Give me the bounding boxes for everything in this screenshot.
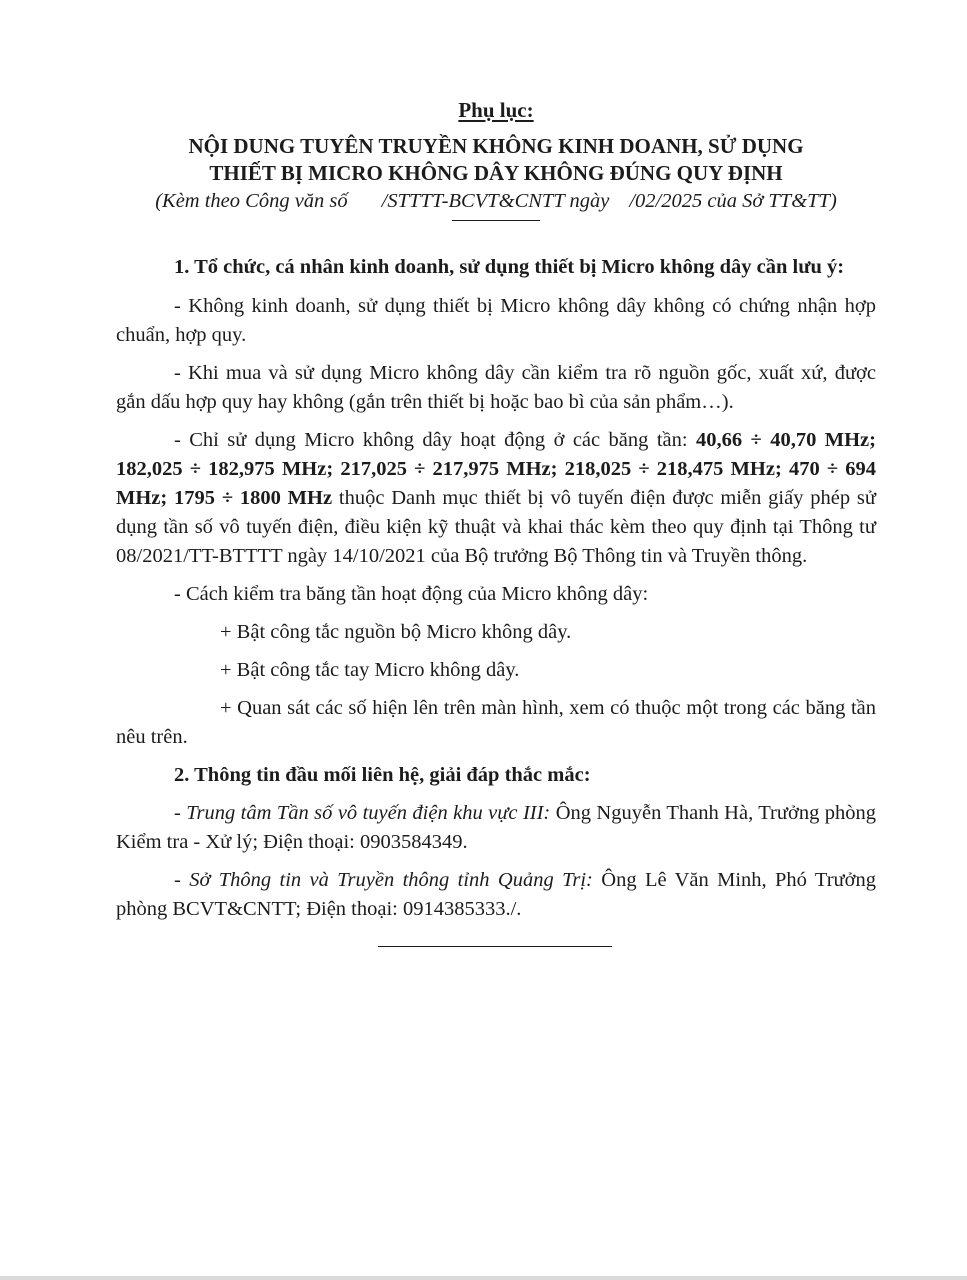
- contact-1: [116, 799, 876, 857]
- contact-1-detail: Ông Nguyễn Thanh Hà, Trưởng phòng Kiểm tra - Xử lý; Điện thoại: 0903584349.: [116, 802, 876, 853]
- check-step-2: + Bật công tắc tay Micro không dây.: [220, 659, 520, 681]
- subtitle-ref-date: /02/2025 của Sở TT&TT): [629, 190, 837, 212]
- contact-2: [116, 866, 876, 924]
- section-1-item-1: - Không kinh doanh, sử dụng thiết bị Micro không dây không có chứng nhận hợp chuẩn, hợp quy.: [116, 295, 876, 346]
- title-divider: [452, 220, 540, 221]
- document-title-line-1: NỘI DUNG TUYÊN TRUYỀN KHÔNG KINH DOANH, SỬ DỤNG: [188, 134, 804, 158]
- end-divider: [378, 946, 612, 947]
- check-step-1: + Bật công tắc nguồn bộ Micro không dây.: [220, 621, 572, 643]
- section-2-heading: 2. Thông tin đầu mối liên hệ, giải đáp thắc mắc:: [174, 764, 591, 786]
- check-step-3: + Quan sát các số hiện lên trên màn hình, xem có thuộc một trong các băng tần nêu trên.: [116, 697, 876, 748]
- frequency-regulation-text: thuộc Danh mục thiết bị vô tuyến điện được miễn giấy phép sử dụng tần số vô tuyến điện, điều kiện kỹ thuật và khai thác kèm theo quy định tại Thông tư 08/2021/TT-BTTTT ngày 14/10/2021 của Bộ trưởng Bộ Thông tin và Truyền thông.: [116, 487, 876, 567]
- subtitle-ref-number: /STTTT-BCVT&CNTT ngày: [381, 190, 610, 212]
- document-content: [116, 96, 876, 947]
- frequency-lead-text: - Chỉ sử dụng Micro không dây hoạt động ở các băng tần:: [174, 429, 696, 451]
- document-subtitle: [116, 187, 876, 216]
- page-bottom-edge: [0, 1276, 967, 1280]
- document-title-line-2: THIẾT BỊ MICRO KHÔNG DÂY KHÔNG ĐÚNG QUY ĐỊNH: [209, 161, 783, 185]
- contact-2-detail: Ông Lê Văn Minh, Phó Trưởng phòng BCVT&CNTT; Điện thoại: 0914385333./.: [116, 869, 877, 920]
- section-1-item-2: - Khi mua và sử dụng Micro không dây cần kiểm tra rõ nguồn gốc, xuất xứ, được gắn dấu hợp quy hay không (gắn trên thiết bị hoặc bao bì của sản phẩm…).: [116, 362, 876, 413]
- subtitle-ref-start: (Kèm theo Công văn số: [155, 190, 348, 212]
- frequency-bands: 40,66 ÷ 40,70 MHz; 182,025 ÷ 182,975 MHz; 217,025 ÷ 217,975 MHz; 218,025 ÷ 218,475 MHz; 470 ÷ 694 MHz; 1795 ÷ 1800 MHz: [116, 429, 876, 509]
- section-1-heading: 1. Tổ chức, cá nhân kinh doanh, sử dụng thiết bị Micro không dây cần lưu ý:: [174, 256, 845, 278]
- section-1-item-4: - Cách kiểm tra băng tần hoạt động của Micro không dây:: [174, 583, 649, 605]
- contact-1-organization: - Trung tâm Tần số vô tuyến điện khu vực III:: [174, 802, 551, 824]
- contact-2-organization: - Sở Thông tin và Truyền thông tỉnh Quảng Trị:: [174, 869, 593, 891]
- section-1-item-3: [116, 426, 876, 571]
- appendix-label: Phụ lục:: [458, 98, 534, 122]
